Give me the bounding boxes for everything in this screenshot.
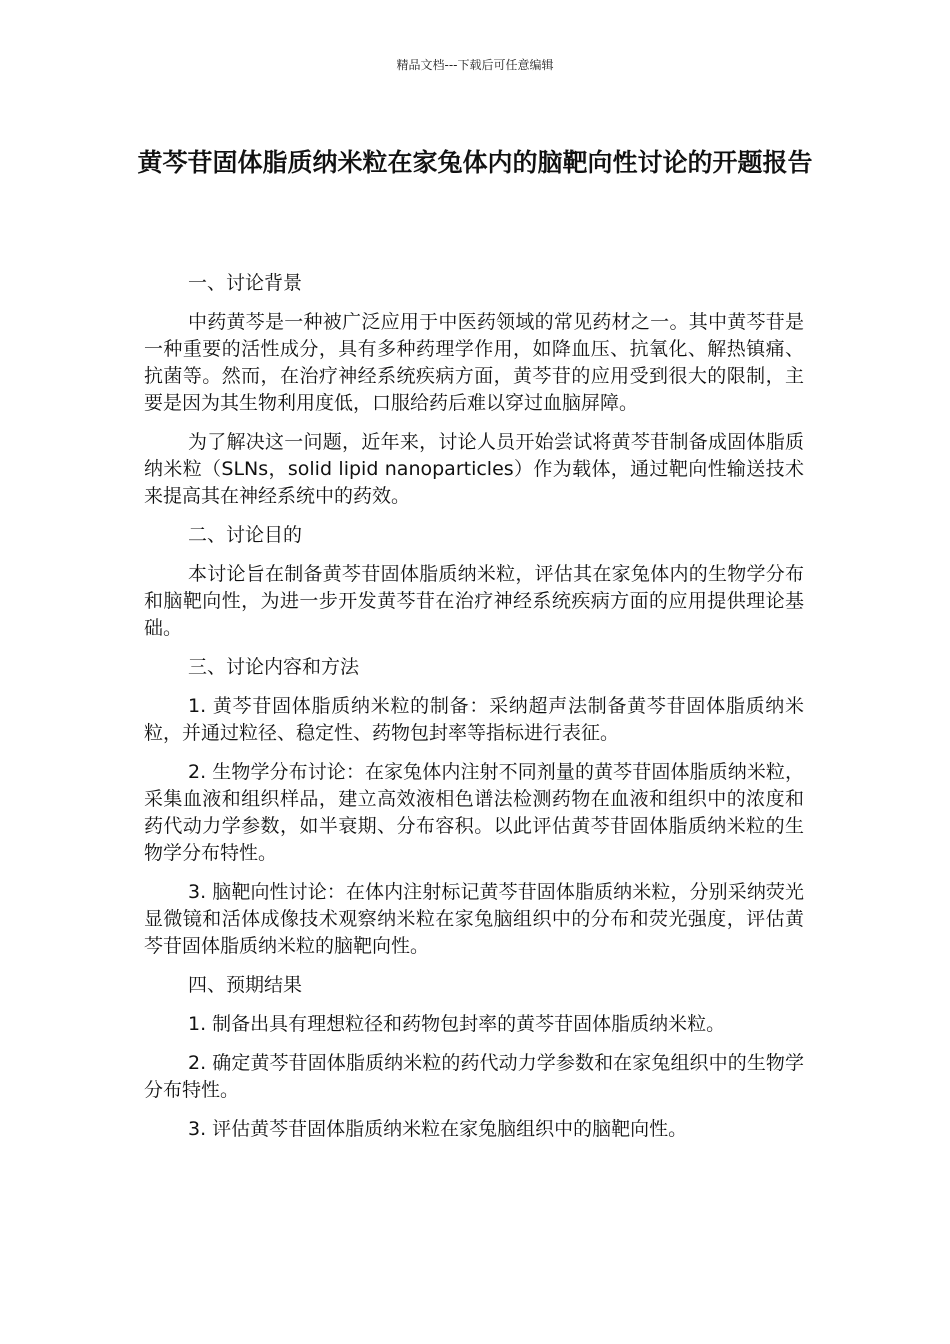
methods-item-1: 1. 黄芩苷固体脂质纳米粒的制备：采纳超声法制备黄芩苷固体脂质纳米粒，并通过粒径、稳定性、药物包封率等指标进行表征。 <box>144 695 804 744</box>
methods-item-3: 3. 脑靶向性讨论：在体内注射标记黄芩苷固体脂质纳米粒，分别采纳荧光显微镜和活体成像技术观察纳米粒在家兔脑组织中的分布和荧光强度，评估黄芩苷固体脂质纳米粒的脑靶向性。 <box>144 881 804 957</box>
background-paragraph-1: 中药黄芩是一种被广泛应用于中医药领域的常见药材之一。其中黄芩苷是一种重要的活性成分，具有多种药理学作用，如降血压、抗氧化、解热镇痛、抗菌等。然而，在治疗神经系统疾病方面，黄芩苷的应用受到很大的限制，主要是因为其生物利用度低，口服给药后难以穿过血脑屏障。 <box>144 311 804 414</box>
document-body <box>144 270 804 1155</box>
results-item-3: 3. 评估黄芩苷固体脂质纳米粒在家兔脑组织中的脑靶向性。 <box>188 1118 688 1140</box>
section-heading-background: 一、讨论背景 <box>188 272 303 294</box>
purpose-paragraph: 本讨论旨在制备黄芩苷固体脂质纳米粒，评估其在家兔体内的生物学分布和脑靶向性，为进一步开发黄芩苷在治疗神经系统疾病方面的应用提供理论基础。 <box>144 563 804 639</box>
results-item-1: 1. 制备出具有理想粒径和药物包封率的黄芩苷固体脂质纳米粒。 <box>188 1013 726 1035</box>
section-heading-purpose: 二、讨论目的 <box>188 524 303 546</box>
background-paragraph-2: 为了解决这一问题，近年来，讨论人员开始尝试将黄芩苷制备成固体脂质纳米粒（SLNs，solid lipid nanoparticles）作为载体，通过靶向性输送技术来提高其在神经系统中的药效。 <box>144 431 804 507</box>
page-header-note: 精品文档---下载后可任意编辑 <box>396 58 554 72</box>
document-title: 黄芩苷固体脂质纳米粒在家兔体内的脑靶向性讨论的开题报告 <box>137 148 813 177</box>
section-heading-results: 四、预期结果 <box>188 974 303 996</box>
methods-item-2: 2. 生物学分布讨论：在家兔体内注射不同剂量的黄芩苷固体脂质纳米粒，采集血液和组织样品，建立高效液相色谱法检测药物在血液和组织中的浓度和药代动力学参数，如半衰期、分布容积。以此评估黄芩苷固体脂质纳米粒的生物学分布特性。 <box>144 761 804 864</box>
section-heading-methods: 三、讨论内容和方法 <box>188 656 360 678</box>
results-item-2: 2. 确定黄芩苷固体脂质纳米粒的药代动力学参数和在家兔组织中的生物学分布特性。 <box>144 1052 804 1101</box>
